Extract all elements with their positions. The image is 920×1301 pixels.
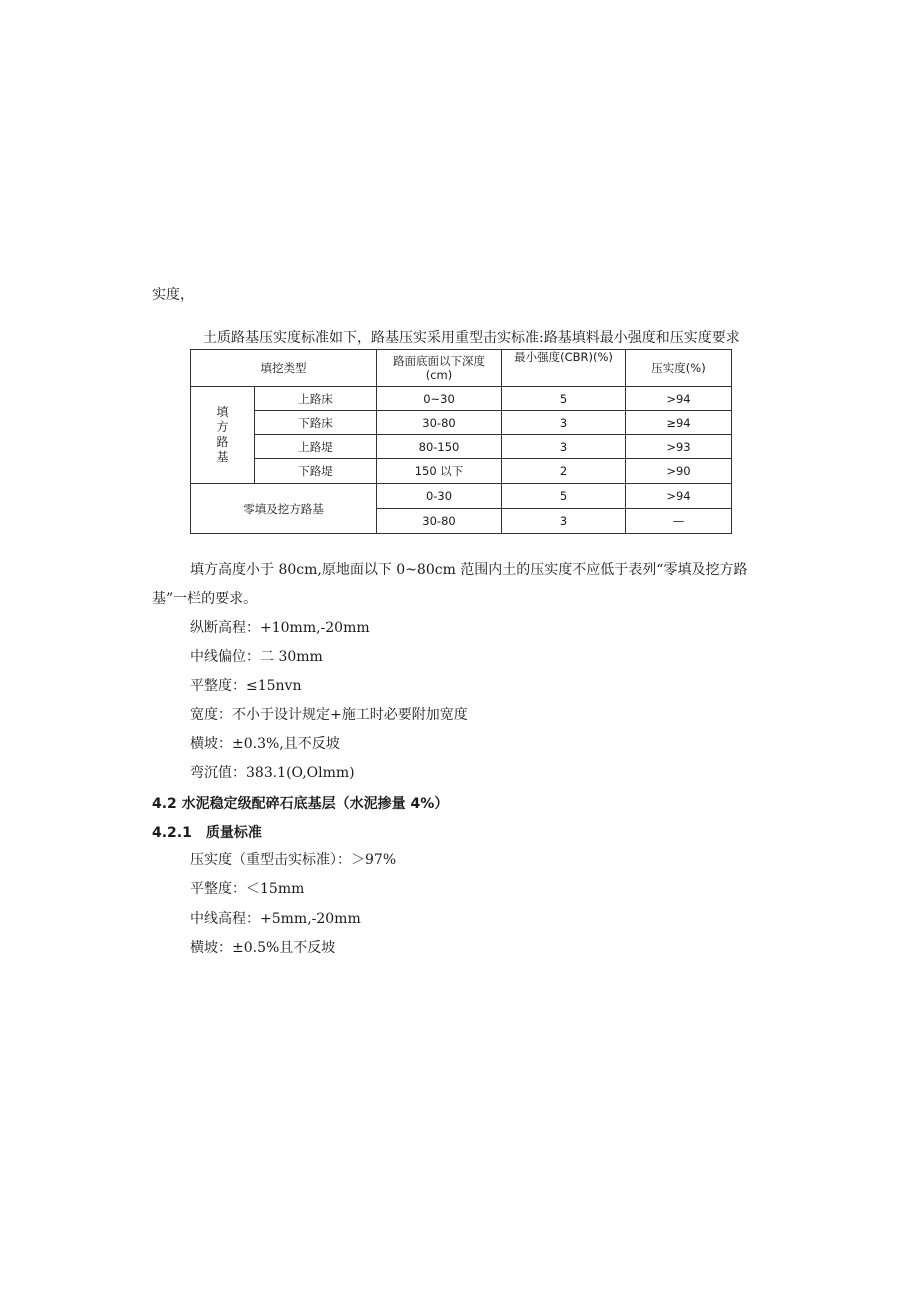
intro-fragment: 实度， <box>152 287 194 303</box>
table-header-row <box>191 350 732 387</box>
table-row <box>191 459 732 484</box>
spec-deflection: 弯沉值：383.1(O,Olmm) <box>190 765 355 781</box>
base-flatness: 平整度：＜15mm <box>190 881 305 897</box>
cell-compaction: >94 <box>626 387 732 411</box>
compaction-table <box>190 349 732 534</box>
base-compaction: 压实度（重型击实标准）：＞97% <box>190 852 397 868</box>
base-crossfall: 横坡：±0.5%且不反坡 <box>190 940 336 956</box>
header-type: 填挖类型 <box>191 350 377 387</box>
cell-compaction: >90 <box>626 459 732 484</box>
table-row <box>191 435 732 459</box>
header-cbr: 最小强度(CBR)(%) <box>502 350 626 387</box>
header-depth: 路面底面以下深度 (cm) <box>377 350 502 387</box>
table-row <box>191 387 732 411</box>
cell-depth: 30-80 <box>377 509 502 534</box>
cell-compaction: >93 <box>626 435 732 459</box>
cell-cbr: 5 <box>502 387 626 411</box>
cell-depth: 0~30 <box>377 387 502 411</box>
table-row <box>191 411 732 435</box>
cell-cbr: 3 <box>502 411 626 435</box>
cell-sub: 下路堤 <box>255 459 377 484</box>
cell-cbr: 2 <box>502 459 626 484</box>
spec-elevation: 纵断高程：+10mm,-20mm <box>190 620 370 636</box>
cell-depth: 150 以下 <box>377 459 502 484</box>
zero-group-label: 零填及挖方路基 <box>191 484 377 534</box>
cell-sub: 下路床 <box>255 411 377 435</box>
cell-sub: 上路堤 <box>255 435 377 459</box>
header-compaction: 压实度(%) <box>626 350 732 387</box>
cell-cbr: 5 <box>502 484 626 509</box>
spec-crossfall: 横坡：±0.3%,且不反坡 <box>190 736 340 752</box>
cell-cbr: 3 <box>502 435 626 459</box>
cell-depth: 0-30 <box>377 484 502 509</box>
cell-compaction: >94 <box>626 484 732 509</box>
cell-compaction: — <box>626 509 732 534</box>
table-row <box>191 484 732 509</box>
note-line-2: 基”一栏的要求。 <box>152 591 258 607</box>
spec-flatness: 平整度：≤15nvn <box>190 678 302 694</box>
cell-depth: 30-80 <box>377 411 502 435</box>
cell-cbr: 3 <box>502 509 626 534</box>
base-elevation: 中线高程：+5mm,-20mm <box>190 911 361 927</box>
section-heading: 4.2 水泥稳定级配碎石底基层（水泥掺量 4%） <box>152 796 449 812</box>
table-caption: 土质路基压实度标准如下，路基压实采用重型击实标准:路基填料最小强度和压实度要求 <box>203 330 740 346</box>
spec-centerline: 中线偏位：二 30mm <box>190 649 323 665</box>
spec-width: 宽度：不小于设计规定+施工时必要附加宽度 <box>190 707 468 723</box>
cell-compaction: ≥94 <box>626 411 732 435</box>
fill-group-cell <box>191 387 255 484</box>
cell-sub: 上路床 <box>255 387 377 411</box>
fill-group-label: 填方路基 <box>216 405 229 464</box>
subsection-heading: 4.2.1 质量标准 <box>152 825 262 841</box>
cell-depth: 80-150 <box>377 435 502 459</box>
note-line-1: 填方高度小于 80cm,原地面以下 0~80cm 范围内土的压实度不应低于表列“零填及挖方路 <box>190 562 748 578</box>
